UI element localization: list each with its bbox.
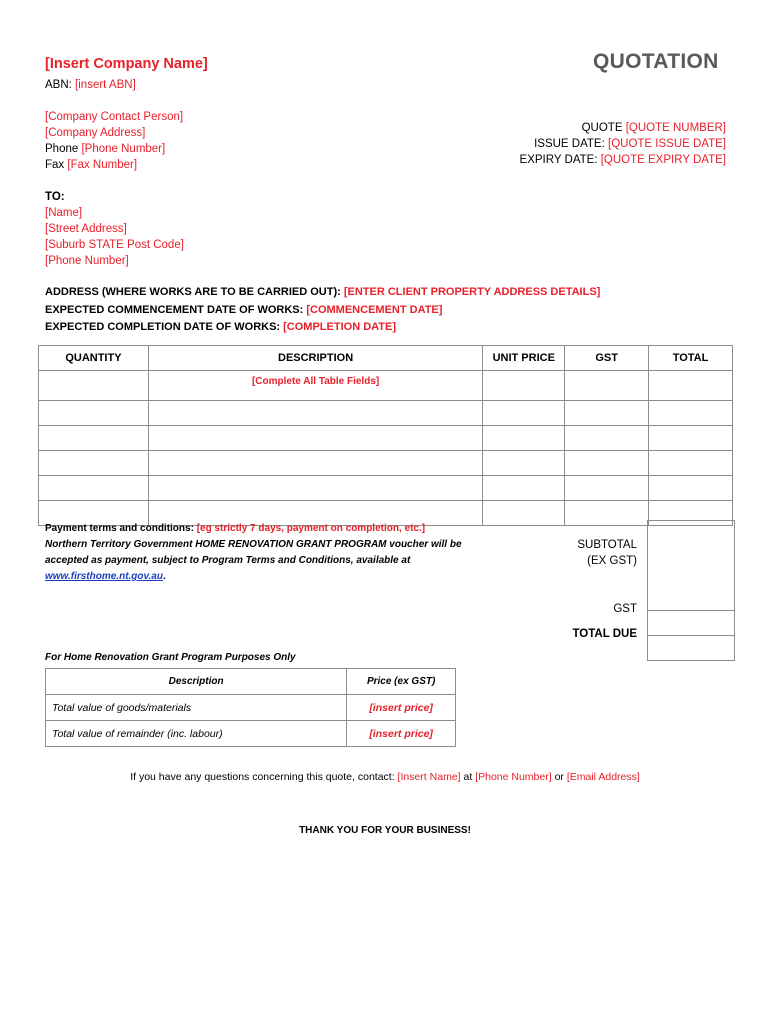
payment-terms-value: [eg strictly 7 days, payment on completion, etc.] xyxy=(196,523,426,534)
col-gst: GST xyxy=(565,346,649,371)
table-row xyxy=(39,401,733,426)
expiry-date-value: [QUOTE EXPIRY DATE] xyxy=(600,154,726,166)
grant-col-description: Description xyxy=(46,669,347,695)
contact-line xyxy=(0,771,770,783)
items-table xyxy=(38,345,733,526)
grant-remainder-label: Total value of remainder (inc. labour) xyxy=(46,721,347,747)
grant-terms-link[interactable]: www.firsthome.nt.gov.au xyxy=(45,571,163,582)
works-address-label: ADDRESS (WHERE WORKS ARE TO BE CARRIED OUT): xyxy=(45,286,341,298)
company-address: [Company Address] xyxy=(45,127,146,139)
company-contact-block xyxy=(45,109,183,173)
recipient-suburb: [Suburb STATE Post Code] xyxy=(45,239,184,251)
unit-price-cell[interactable] xyxy=(483,371,565,401)
description-cell[interactable]: [Complete All Table Fields] xyxy=(148,371,482,401)
works-completion xyxy=(45,319,600,337)
subtotal-label xyxy=(548,520,637,581)
total-cell[interactable] xyxy=(649,401,733,426)
description-cell[interactable] xyxy=(148,401,482,426)
quantity-cell[interactable] xyxy=(39,371,149,401)
description-cell[interactable] xyxy=(148,426,482,451)
col-total: TOTAL xyxy=(649,346,733,371)
quantity-cell[interactable] xyxy=(39,451,149,476)
totals-labels xyxy=(548,520,637,650)
gst-label: GST xyxy=(613,603,637,615)
gst-cell[interactable] xyxy=(565,401,649,426)
works-commencement xyxy=(45,302,600,320)
works-address-value: [ENTER CLIENT PROPERTY ADDRESS DETAILS] xyxy=(343,286,601,298)
grant-goods-label: Total value of goods/materials xyxy=(46,695,347,721)
contact-at: at xyxy=(463,771,473,783)
quote-info-block xyxy=(520,120,726,168)
abn-value: [insert ABN] xyxy=(75,79,136,91)
works-completion-value: [COMPLETION DATE] xyxy=(283,321,396,333)
gst-cell[interactable] xyxy=(565,476,649,501)
expiry-date xyxy=(520,152,726,168)
quantity-cell[interactable] xyxy=(39,476,149,501)
table-row xyxy=(39,451,733,476)
quote-number xyxy=(520,120,726,136)
thank-you-message: THANK YOU FOR YOUR BUSINESS! xyxy=(299,825,471,836)
subtotal-label-line2: (EX GST) xyxy=(587,555,637,567)
table-row xyxy=(39,371,733,401)
grant-header-row xyxy=(46,669,456,695)
grant-section-title: For Home Renovation Grant Program Purposes Only xyxy=(45,652,296,663)
fax-value: [Fax Number] xyxy=(67,159,138,171)
table-row xyxy=(39,476,733,501)
works-details xyxy=(45,284,600,337)
issue-date-value: [QUOTE ISSUE DATE] xyxy=(608,138,726,150)
document-title: QUOTATION xyxy=(593,50,719,73)
totals-values xyxy=(647,520,735,661)
works-completion-label: EXPECTED COMPLETION DATE OF WORKS: xyxy=(45,321,281,333)
quantity-cell[interactable] xyxy=(39,426,149,451)
payment-terms-label: Payment terms and conditions: xyxy=(45,523,194,534)
grant-table xyxy=(45,668,456,747)
col-unit-price: UNIT PRICE xyxy=(483,346,565,371)
quote-number-label: QUOTE xyxy=(581,122,623,134)
quantity-cell[interactable] xyxy=(39,401,149,426)
works-address xyxy=(45,284,600,302)
works-commencement-label: EXPECTED COMMENCEMENT DATE OF WORKS: xyxy=(45,303,304,316)
abn-line xyxy=(45,77,136,93)
company-phone xyxy=(45,141,183,157)
subtotal-value-cell[interactable] xyxy=(648,521,734,610)
recipient-name: [Name] xyxy=(45,207,83,219)
quote-number-value: [QUOTE NUMBER] xyxy=(625,122,726,134)
total-cell[interactable] xyxy=(649,451,733,476)
table-row xyxy=(46,721,456,747)
abn-label: ABN: xyxy=(45,79,72,91)
unit-price-cell[interactable] xyxy=(483,401,565,426)
total-due-value-cell[interactable] xyxy=(648,635,734,660)
gst-value-cell[interactable] xyxy=(648,610,734,635)
to-label: TO: xyxy=(45,191,65,203)
phone-value: [Phone Number] xyxy=(81,143,166,155)
grant-voucher-text: Northern Territory Government HOME RENOVATION GRANT PROGRAM voucher will be accepted as payment, subject to Program Terms and Conditions, available at xyxy=(45,539,462,566)
description-cell[interactable] xyxy=(148,476,482,501)
unit-price-cell[interactable] xyxy=(483,426,565,451)
company-contact-person: [Company Contact Person] xyxy=(45,111,184,123)
works-commencement-value: [COMMENCEMENT DATE] xyxy=(306,303,443,316)
payment-terms xyxy=(45,521,495,585)
total-cell[interactable] xyxy=(649,371,733,401)
table-row xyxy=(39,426,733,451)
contact-name: [Insert Name] xyxy=(397,771,461,783)
grant-remainder-price[interactable]: [insert price] xyxy=(347,721,456,747)
grant-goods-price[interactable]: [insert price] xyxy=(347,695,456,721)
unit-price-cell[interactable] xyxy=(483,476,565,501)
fax-label: Fax xyxy=(45,159,65,171)
recipient-street: [Street Address] xyxy=(45,223,127,235)
subtotal-label-line1: SUBTOTAL xyxy=(577,539,637,551)
company-name: [Insert Company Name] xyxy=(45,56,208,72)
table-row xyxy=(46,695,456,721)
gst-cell[interactable] xyxy=(565,371,649,401)
issue-date xyxy=(520,136,726,152)
total-cell[interactable] xyxy=(649,426,733,451)
link-suffix: . xyxy=(162,571,166,582)
col-quantity: QUANTITY xyxy=(39,346,149,371)
expiry-date-label: EXPIRY DATE: xyxy=(519,154,598,166)
company-fax xyxy=(45,157,183,173)
gst-cell[interactable] xyxy=(565,426,649,451)
recipient-block xyxy=(45,189,184,269)
contact-or: or xyxy=(554,771,564,783)
grant-col-price: Price (ex GST) xyxy=(347,669,456,695)
contact-email: [Email Address] xyxy=(566,771,640,783)
unit-price-cell[interactable] xyxy=(483,451,565,476)
items-header-row xyxy=(39,346,733,371)
col-description: DESCRIPTION xyxy=(148,346,482,371)
issue-date-label: ISSUE DATE: xyxy=(534,138,605,150)
total-due-label: TOTAL DUE xyxy=(572,628,637,640)
gst-cell[interactable] xyxy=(565,451,649,476)
description-cell[interactable] xyxy=(148,451,482,476)
contact-phone: [Phone Number] xyxy=(475,771,552,783)
phone-label: Phone xyxy=(45,143,79,155)
contact-prefix: If you have any questions concerning this quote, contact: xyxy=(130,771,395,783)
total-cell[interactable] xyxy=(649,476,733,501)
recipient-phone: [Phone Number] xyxy=(45,255,129,267)
